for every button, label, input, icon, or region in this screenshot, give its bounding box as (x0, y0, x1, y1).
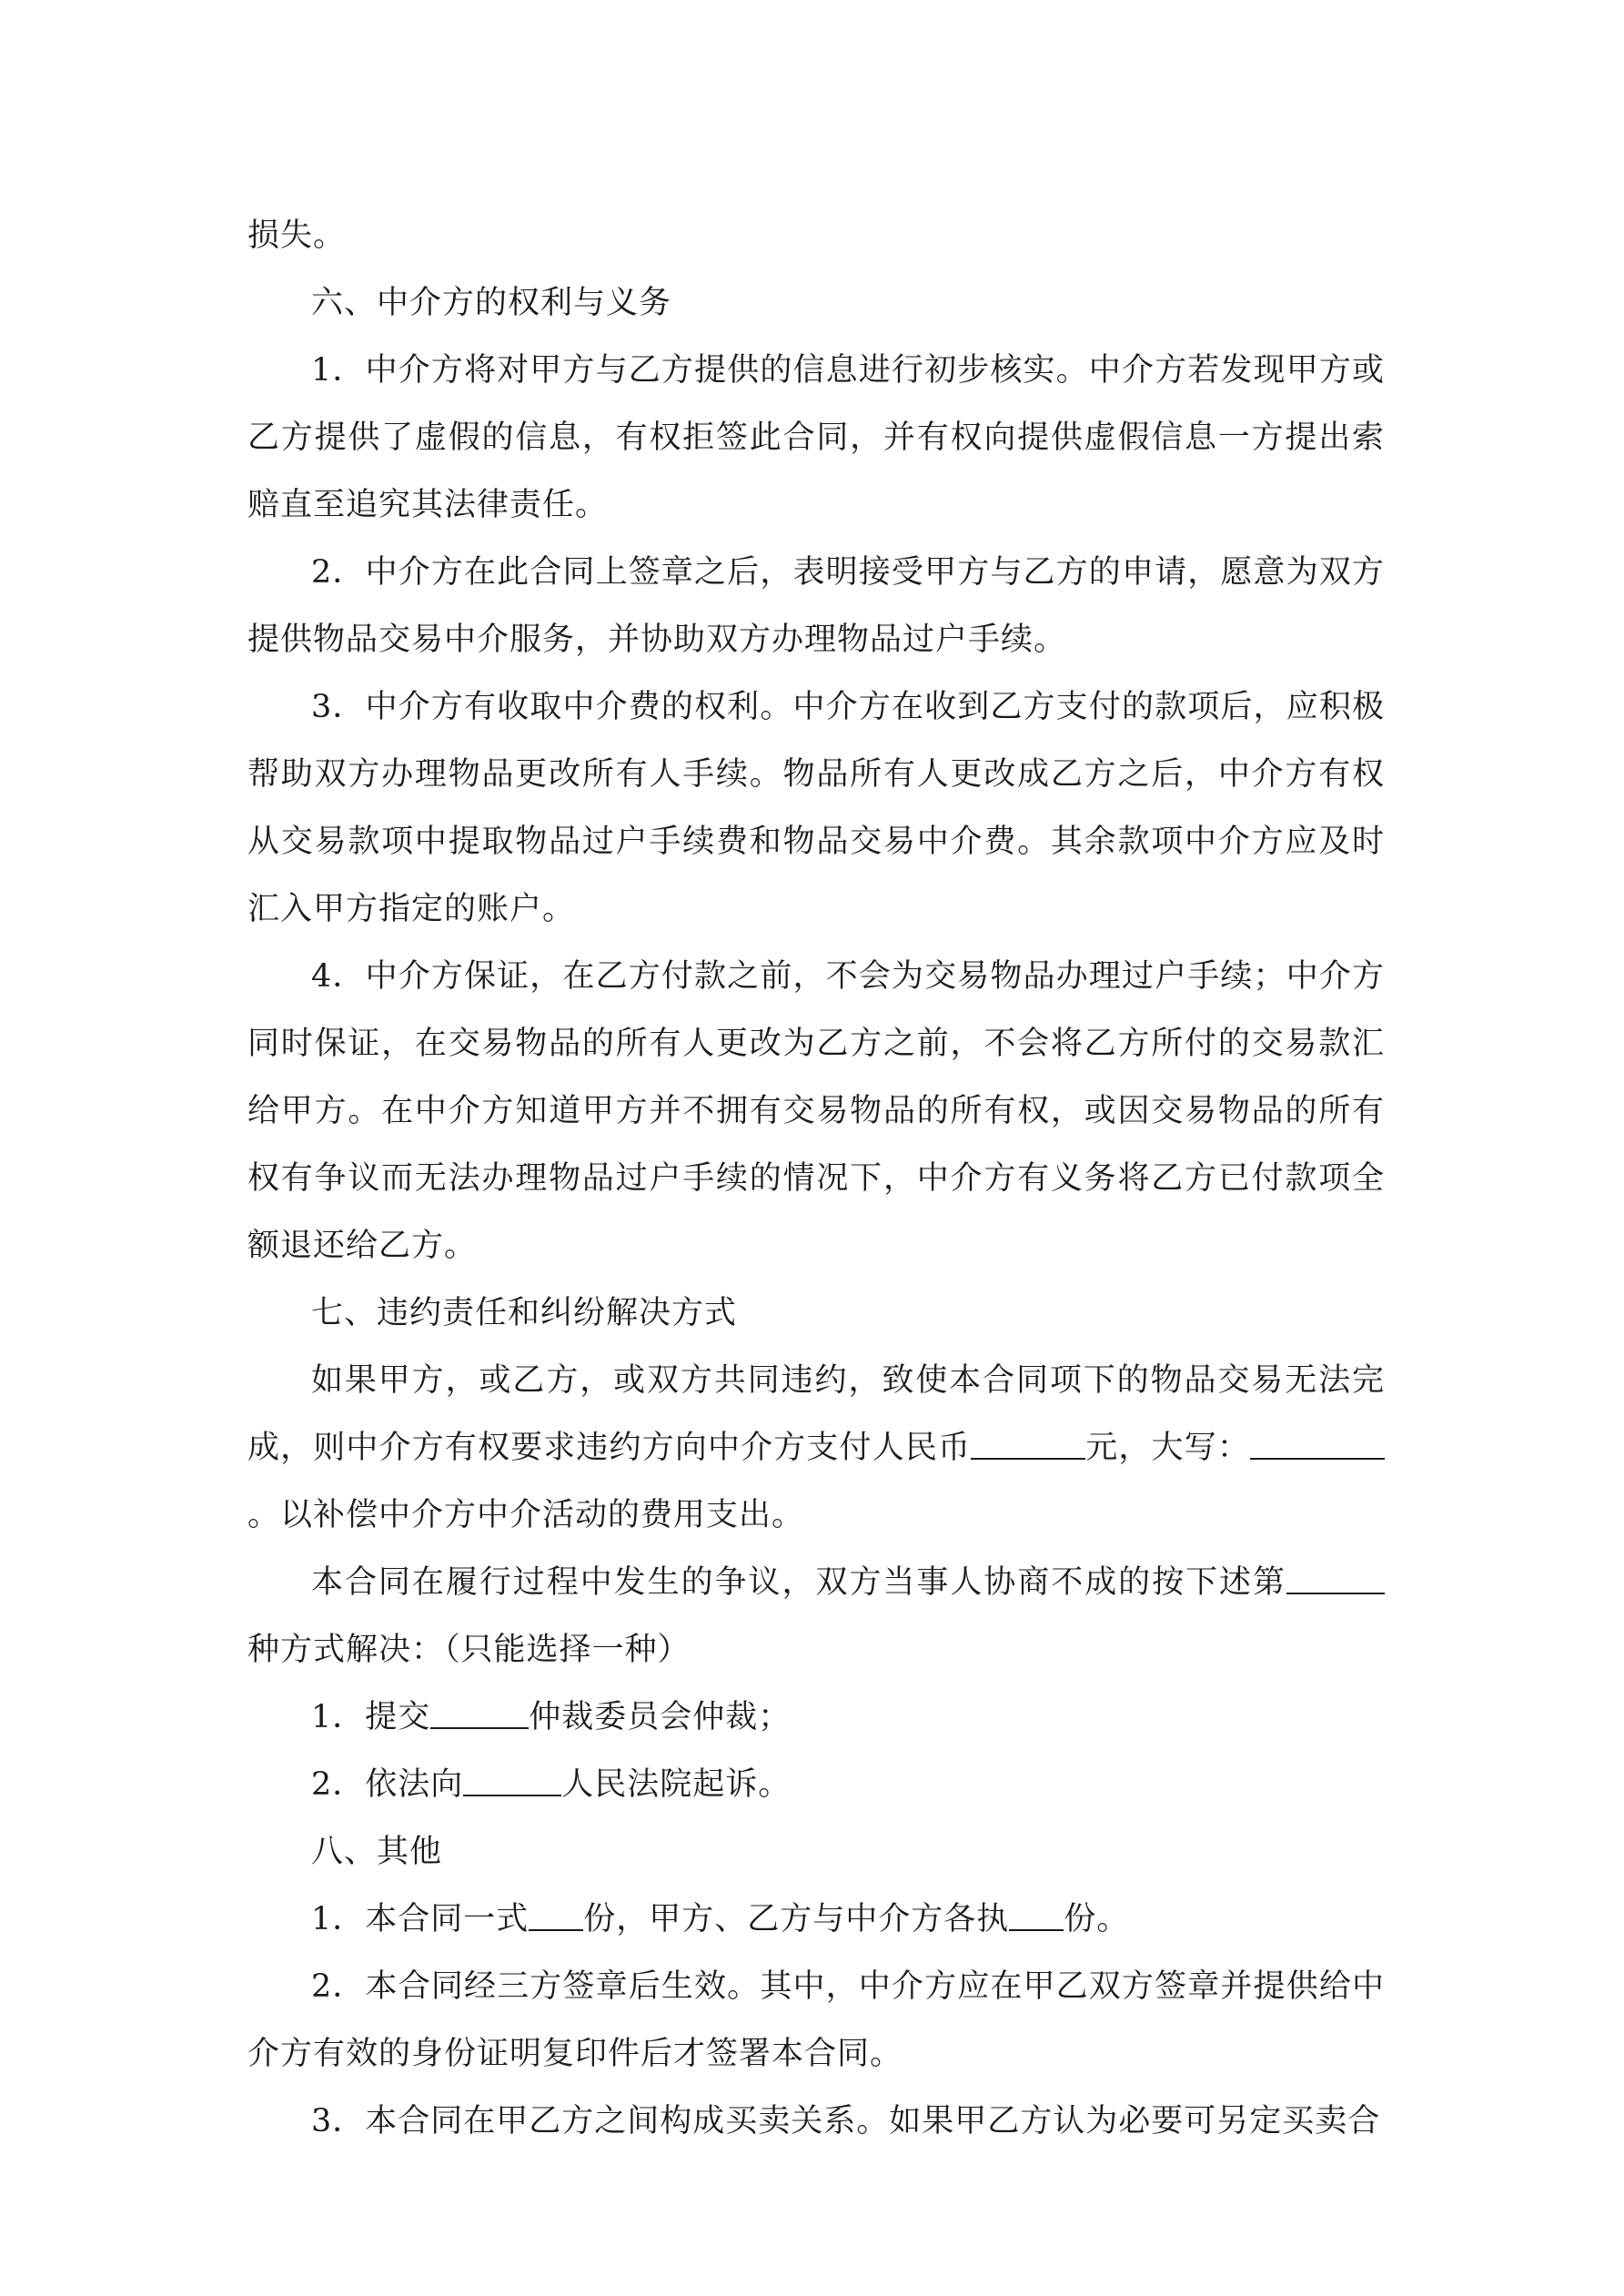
clause-6-4 (247, 943, 1385, 1279)
paragraph-loss (247, 202, 1385, 269)
arbitration-committee-blank[interactable] (430, 1700, 529, 1729)
clause-breach-penalty (247, 1347, 1385, 1549)
clause-dispute-method (247, 1549, 1385, 1684)
breach-text-c: 。以补偿中介方中介活动的费用支出。 (247, 1497, 805, 1533)
clause-8-2-text: 2．本合同经三方签章后生效。其中，中介方应在甲乙双方签章并提供给中介方有效的身份证明复印件后才签署本合同。 (247, 1968, 1385, 2072)
breach-text-a: 如果甲方，或乙方，或双方共同违约，致使本合同项下的物品交易无法完成，则中介方有权要求违约方向中介方支付人民币 (247, 1362, 1385, 1466)
amount-uppercase-blank[interactable] (1250, 1431, 1385, 1460)
method-number-blank[interactable] (1286, 1565, 1385, 1594)
dispute-text-a: 本合同在履行过程中发生的争议，双方当事人协商不成的按下述第 (311, 1564, 1286, 1601)
litigation-text-a: 2．依法向 (311, 1766, 464, 1803)
clause-6-4-text: 4．中介方保证，在乙方付款之前，不会为交易物品办理过户手续；中介方同时保证，在交易物品的所有人更改为乙方之前，不会将乙方所付的交易款汇给甲方。在中介方知道甲方并不拥有交易物品的所有权，或因交易物品的所有权有争议而无法办理物品过户手续的情况下，中介方有义务将乙方已付款项全额退还给乙方。 (247, 958, 1385, 1264)
section-heading-6 (247, 269, 1385, 337)
clause-6-2-text: 2．中介方在此合同上签章之后，表明接受甲方与乙方的申请，愿意为双方提供物品交易中介服务，并协助双方办理物品过户手续。 (247, 554, 1385, 658)
litigation-text-b: 人民法院起诉。 (561, 1766, 792, 1803)
amount-blank[interactable] (971, 1431, 1085, 1460)
clause-8-3-text: 3．本合同在甲乙方之间构成买卖关系。如果甲乙方认为必要可另定买卖合 (311, 2103, 1381, 2139)
clause-6-1-text: 1．中介方将对甲方与乙方提供的信息进行初步核实。中介方若发现甲方或乙方提供了虚假的信息，有权拒签此合同，并有权向提供虚假信息一方提出索赔直至追究其法律责任。 (247, 352, 1385, 523)
copies-text-a: 1．本合同一式 (311, 1901, 530, 1937)
heading-intermediary-rights: 六、中介方的权利与义务 (311, 285, 672, 321)
dispute-text-b: 种方式解决：（只能选择一种） (247, 1632, 691, 1668)
arbitration-text-a: 1．提交 (311, 1699, 431, 1735)
heading-breach-disputes: 七、违约责任和纠纷解决方式 (311, 1295, 738, 1331)
copies-text-c: 份。 (1064, 1901, 1130, 1937)
clause-6-3-text: 3．中介方有收取中介费的权利。中介方在收到乙方支付的款项后，应积极帮助双方办理物品更改所有人手续。物品所有人更改成乙方之后，中介方有权从交易款项中提取物品过户手续费和物品交易中介费。其余款项中介方应及时汇入甲方指定的账户。 (247, 689, 1385, 927)
clause-6-2 (247, 539, 1385, 673)
arbitration-text-b: 仲裁委员会仲裁； (529, 1699, 792, 1735)
breach-text-b: 元，大写： (1085, 1430, 1250, 1466)
section-heading-8 (247, 1818, 1385, 1886)
clause-8-3 (247, 2088, 1385, 2155)
clause-8-2 (247, 1953, 1385, 2088)
section-heading-7 (247, 1279, 1385, 1347)
court-name-blank[interactable] (463, 1767, 561, 1796)
option-arbitration (247, 1684, 1385, 1751)
option-litigation (247, 1751, 1385, 1818)
clause-6-3 (247, 673, 1385, 943)
clause-6-1 (247, 337, 1385, 539)
document-body (247, 202, 1385, 2155)
heading-other: 八、其他 (311, 1834, 443, 1870)
clause-8-1 (247, 1886, 1385, 1953)
total-copies-blank[interactable] (529, 1902, 583, 1931)
text-loss: 损失。 (247, 217, 347, 254)
copies-each-blank[interactable] (1009, 1902, 1064, 1931)
copies-text-b: 份，甲方、乙方与中介方各执 (583, 1901, 1010, 1937)
